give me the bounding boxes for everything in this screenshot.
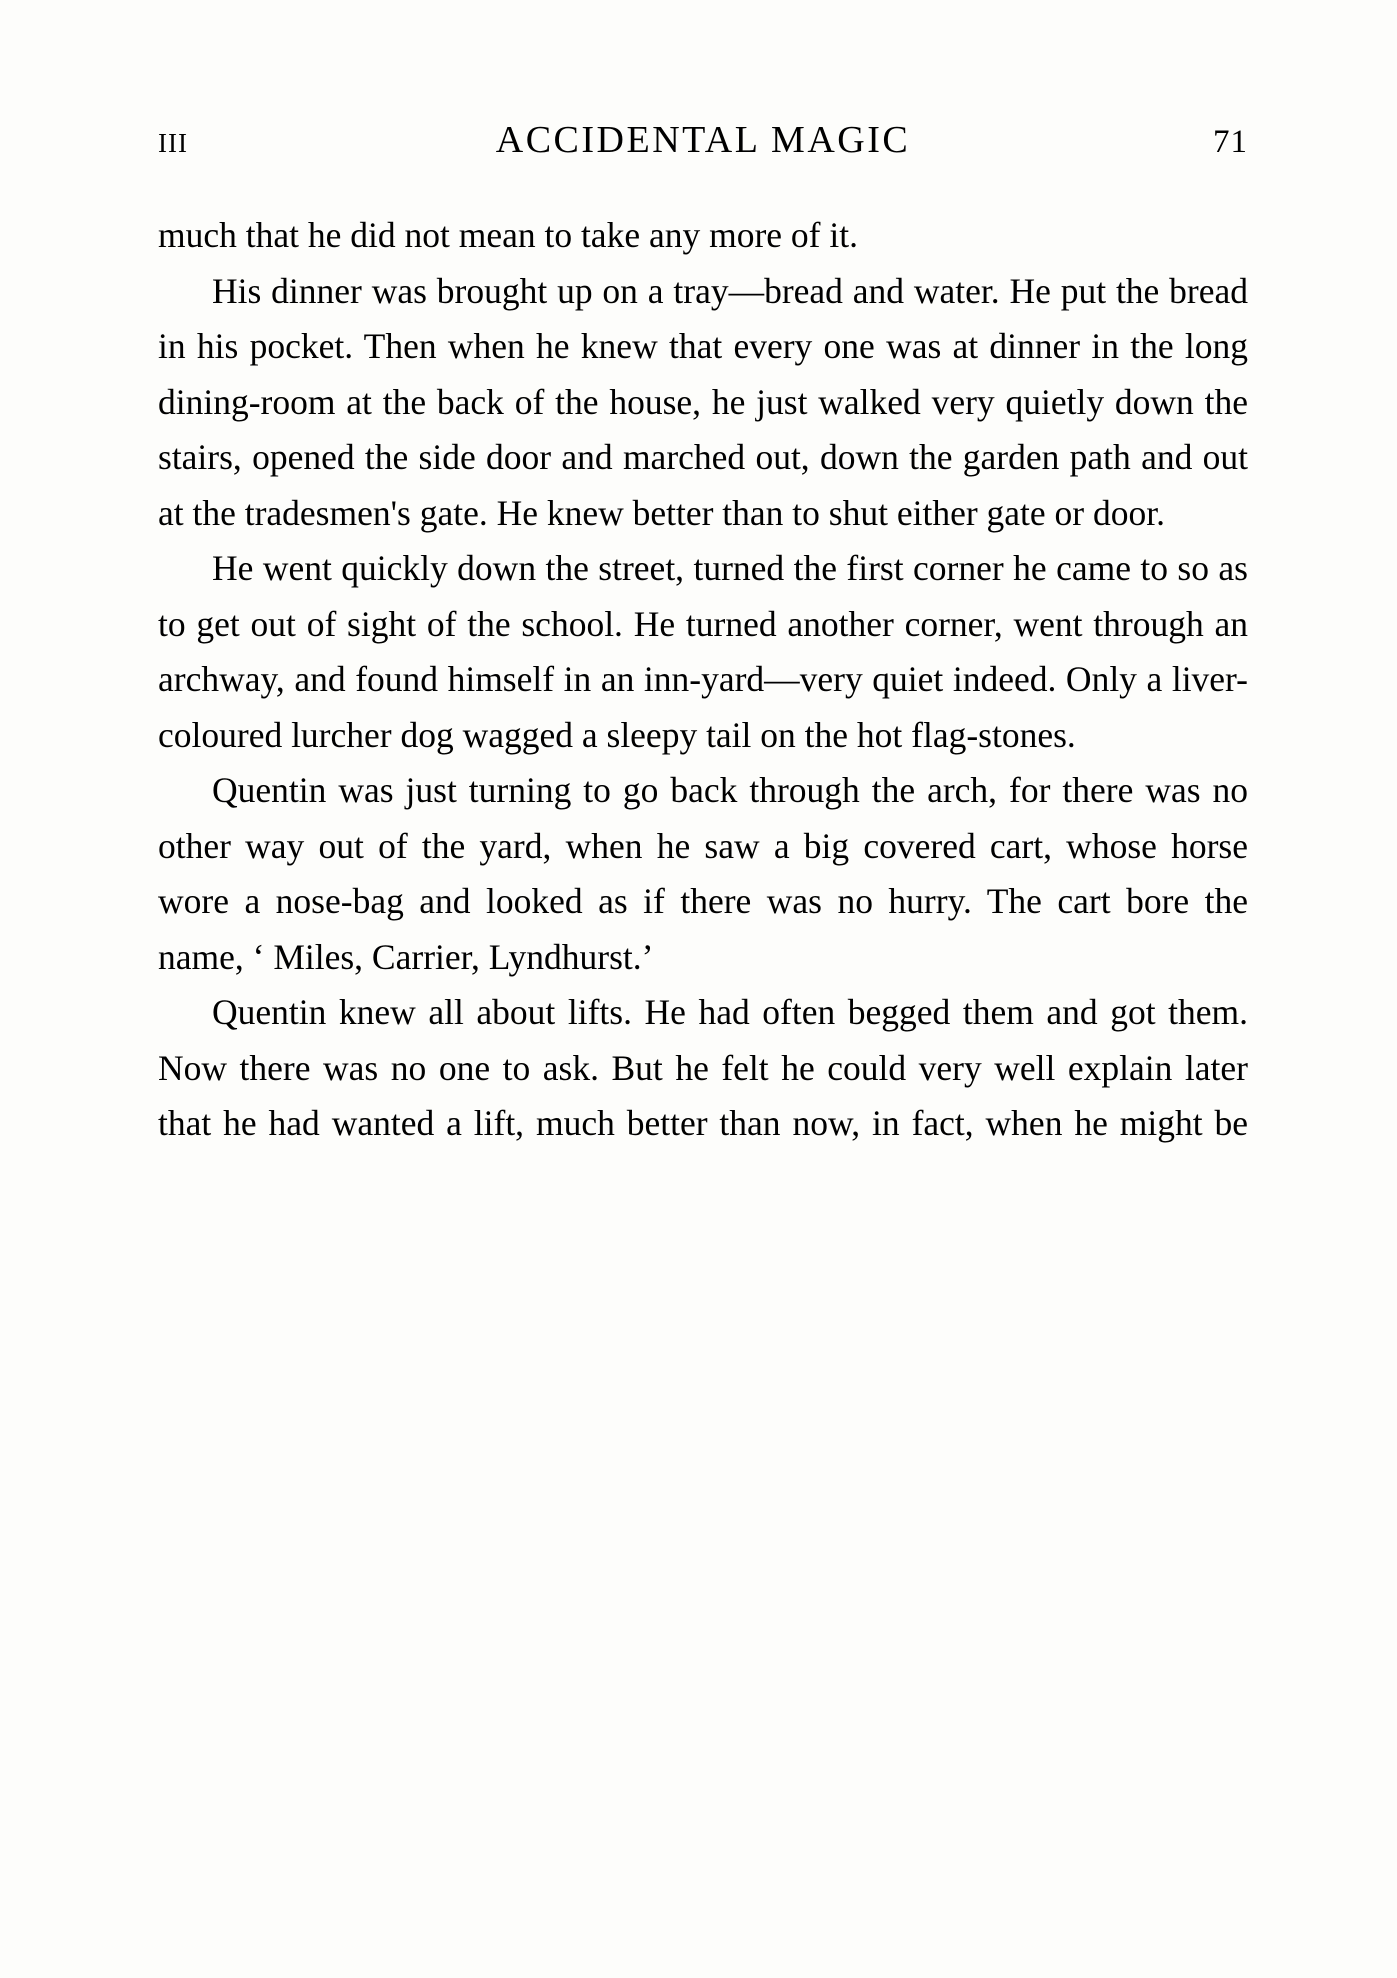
chapter-number: III	[158, 128, 188, 158]
page-title: ACCIDENTAL MAGIC	[495, 119, 911, 161]
running-head	[158, 118, 1248, 162]
paragraph: His dinner was brought up on a tray—bread and water. He put the bread in his pocket. Then when he knew that every one was at dinner in the long dining-room at the back of the house, he just walked very quietly down the stairs, opened the side door and marched out, down the garden path and out at the tradesmen's gate. He knew better than to shut either gate or door.	[158, 270, 1248, 533]
body-text	[158, 208, 1248, 1207]
paragraph: Quentin was just turning to go back through the arch, for there was no other way out of the yard, when he saw a big covered cart, whose horse wore a nose-bag and looked as if there was no hurry. The cart bore the name, ‘ Miles, Carrier, Lyndhurst.’	[158, 770, 1248, 977]
page-content	[158, 118, 1248, 1207]
paragraph: Quentin knew all about lifts. He had often begged them and got them. Now there was no one to ask. But he felt he could very well explain later that he had wanted a lift, much better than now, in fact, when he might be	[158, 992, 1248, 1143]
page-number: 71	[1213, 124, 1248, 160]
paragraph: much that he did not mean to take any more of it.	[158, 215, 858, 255]
paragraph: He went quickly down the street, turned the first corner he came to so as to get out of sight of the school. He turned another corner, went through an archway, and found himself in an inn-yard—very quiet indeed. Only a liver-coloured lurcher dog wagged a sleepy tail on the hot flag-stones.	[158, 548, 1248, 755]
